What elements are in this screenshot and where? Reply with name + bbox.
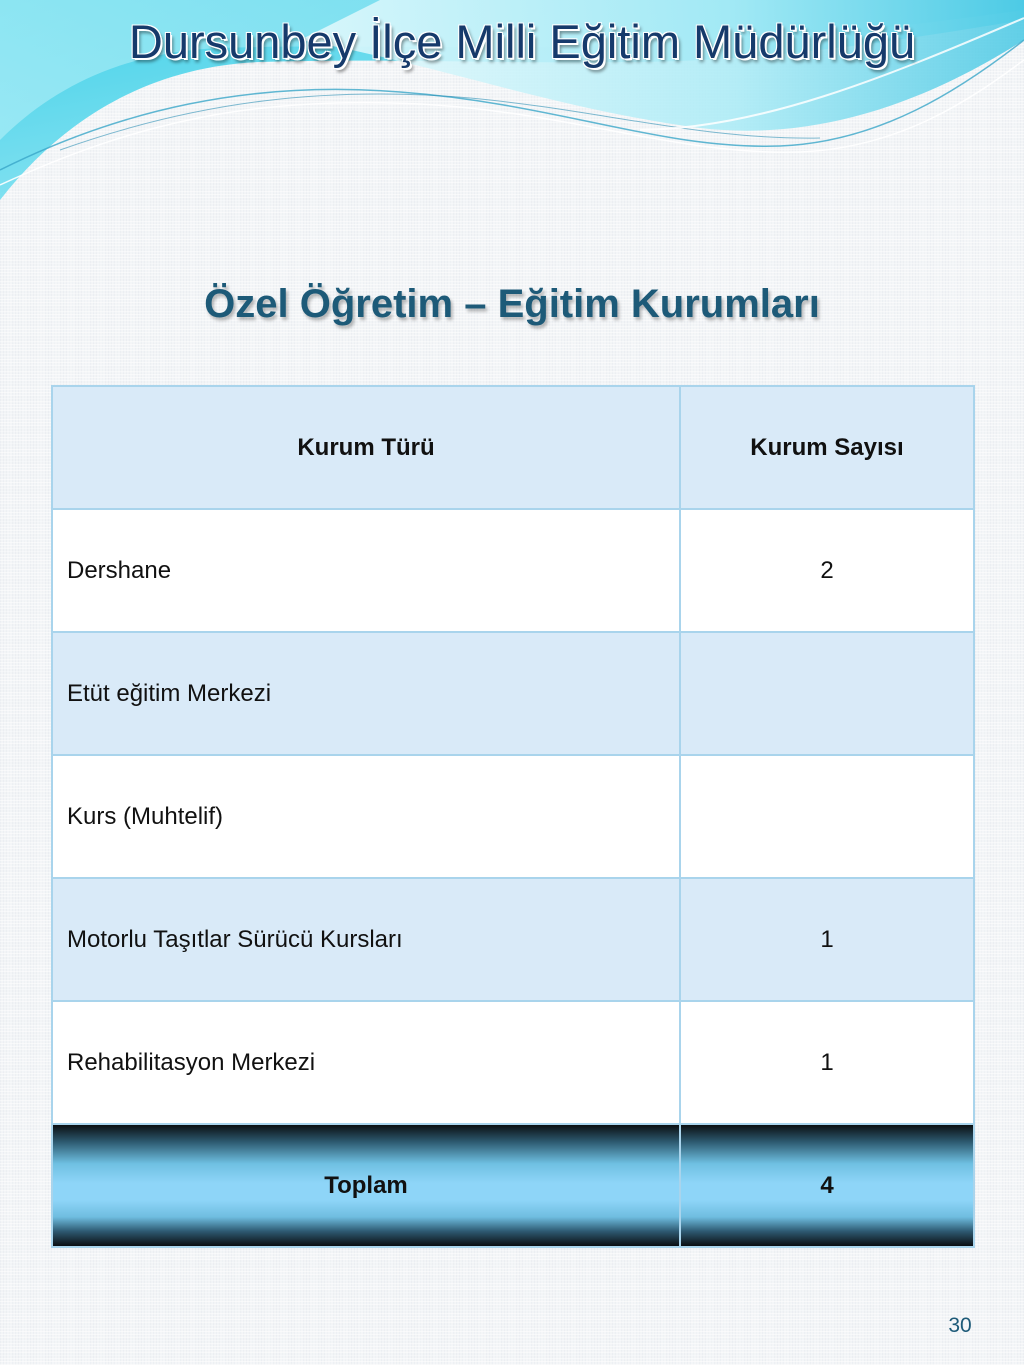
total-count-cell: 4 [680,1124,974,1247]
column-header-kurum-turu: Kurum Türü [52,386,680,509]
row-name-cell: Etüt eğitim Merkezi [52,632,680,755]
section-title: Özel Öğretim – Eğitim Kurumları [204,282,820,326]
table-row [52,1001,974,1124]
row-name-cell: Kurs (Muhtelif) [52,755,680,878]
total-label-cell: Toplam [52,1124,680,1247]
page-number: 30 [948,1314,972,1337]
table-row [52,878,974,1001]
row-count-cell [680,755,974,878]
row-count-cell [680,632,974,755]
column-header-kurum-sayisi: Kurum Sayısı [680,386,974,509]
table-row [52,632,974,755]
row-name-cell: Motorlu Taşıtlar Sürücü Kursları [52,878,680,1001]
row-count-cell: 2 [680,509,974,632]
institutions-table [51,385,975,1248]
row-name-cell: Dershane [52,509,680,632]
table-row [52,755,974,878]
row-count-cell: 1 [680,878,974,1001]
table-total-row [52,1124,974,1247]
presentation-title: Dursunbey İlçe Milli Eğitim Müdürlüğü [128,15,916,68]
table-row [52,509,974,632]
row-count-cell: 1 [680,1001,974,1124]
table-header-row [52,386,974,509]
row-name-cell: Rehabilitasyon Merkezi [52,1001,680,1124]
